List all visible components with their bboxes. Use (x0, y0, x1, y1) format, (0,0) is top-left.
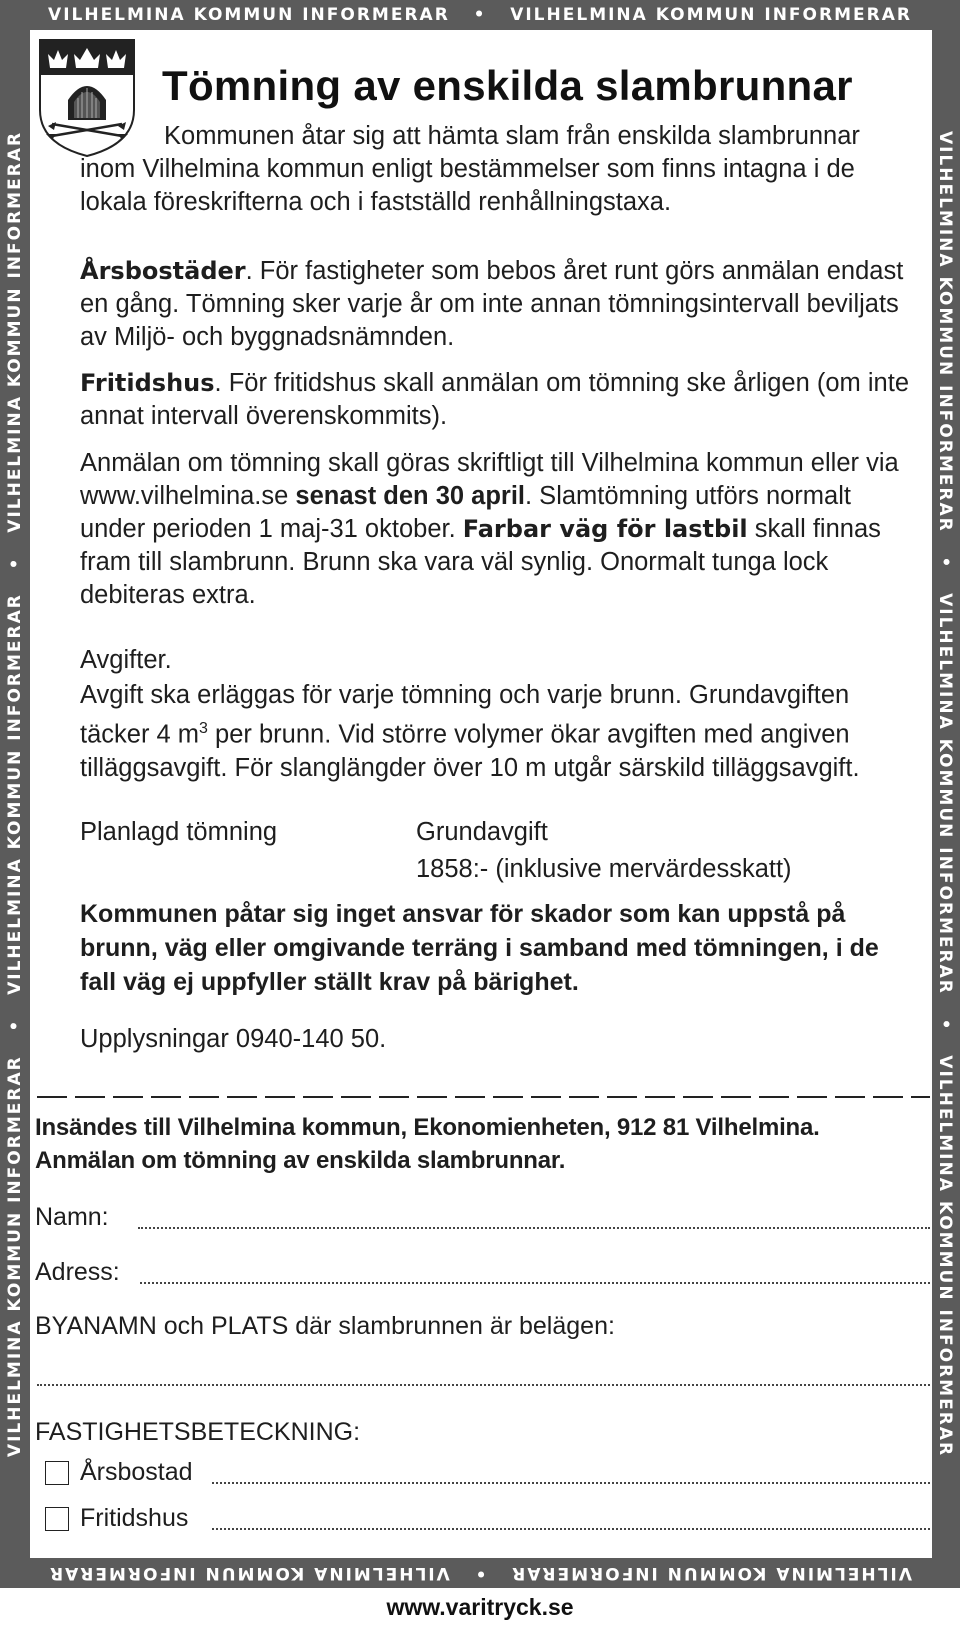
intro-paragraph: Kommunen åtar sig att hämta slam från enskilda slambrunnar inom Vilhelmina kommun enligt bestämmelser som finns intagna i de lokala föreskrifterna och i fastställd renhållningstaxa. (80, 122, 860, 216)
bottom-band (0, 1558, 960, 1588)
band-separator: • (935, 556, 955, 570)
band-text: VILHELMINA KOMMUN INFORMERAR (5, 1055, 25, 1458)
band-separator: • (5, 556, 25, 570)
property-label: FASTIGHETSBETECKNING: (35, 1418, 361, 1446)
name-field[interactable] (138, 1227, 930, 1229)
footer-url[interactable]: www.varitryck.se (386, 1594, 574, 1620)
road-requirement-text: Farbar väg för lastbil (462, 515, 748, 543)
address-label: Adress: (35, 1258, 120, 1286)
left-band (0, 44, 30, 1544)
cut-line (37, 1086, 930, 1090)
fritidshus-field[interactable] (212, 1528, 930, 1530)
top-band (0, 0, 960, 30)
anmalan-text-2: . Slamtömning utförs normalt under perioden 1 maj-31 oktober. (80, 482, 851, 543)
arsbostader-text: . För fastigheter som bebos året runt görs anmälan endast en gång. Tömning sker varje år om inte annan tömningsintervall beviljats av Miljö- och byggnadsnämnden. (80, 257, 904, 351)
contact-info: Upplysningar 0940-140 50. (80, 1025, 387, 1053)
band-text: VILHELMINA KOMMUN INFORMERAR (935, 593, 955, 995)
arsbostader-paragraph (80, 255, 920, 354)
avgifter-text-1: Avgift ska erläggas för varje tömning och varje brunn. Grundavgiften täcker 4 m (80, 681, 850, 749)
name-label: Namn: (35, 1203, 109, 1231)
fritidshus-text: . För fritidshus skall anmälan om tömning ske årligen (om inte annat intervall överenskommits). (80, 369, 909, 430)
arsbostad-label: Årsbostad (80, 1458, 193, 1486)
band-text: VILHELMINA KOMMUN INFORMERAR (5, 593, 25, 995)
cubic-superscript: 3 (199, 720, 208, 737)
arsbostad-field[interactable] (212, 1482, 930, 1484)
address-field[interactable] (140, 1282, 930, 1284)
band-text: VILHELMINA KOMMUN INFORMERAR (48, 1563, 450, 1583)
fritidshus-paragraph (80, 367, 920, 433)
fee-amount: 1858:- (inklusive mervärdesskatt) (416, 855, 792, 883)
fritidshus-heading: Fritidshus (80, 369, 215, 397)
band-text: VILHELMINA KOMMUN INFORMERAR (510, 1563, 912, 1583)
band-text: VILHELMINA KOMMUN INFORMERAR (5, 130, 25, 533)
right-band (930, 44, 960, 1544)
disclaimer-paragraph: Kommunen påtar sig inget ansvar för skador som kan uppstå på brunn, väg eller omgivande terräng i samband med tömningen, i de fall väg ej uppfyller ställt krav på bärighet. (80, 900, 879, 996)
fee-column-heading: Grundavgift (416, 818, 548, 846)
band-separator: • (473, 1563, 487, 1583)
anmalan-text-1: Anmälan om tömning skall göras skriftligt till Vilhelmina kommun eller via www.vilhelmina.se (80, 449, 899, 510)
band-text: VILHELMINA KOMMUN INFORMERAR (935, 1055, 955, 1458)
avgifter-text-2: per brunn. Vid större volymer ökar avgiften med angiven tilläggsavgift. För slanglängder över 10 m utgår särskild tilläggsavgift. (80, 720, 860, 782)
anmalan-text-3: skall finnas fram till slambrunn. Brunn ska vara väl synlig. Onormalt tunga lock debiteras extra. (80, 515, 881, 609)
band-text: VILHELMINA KOMMUN INFORMERAR (935, 130, 955, 533)
band-separator: • (935, 1018, 955, 1032)
band-separator: • (5, 1018, 25, 1032)
band-text: VILHELMINA KOMMUN INFORMERAR (510, 5, 912, 25)
form-title: Anmälan om tömning av enskilda slambrunnar. (35, 1147, 566, 1174)
band-separator: • (473, 5, 487, 25)
fee-label: Planlagd tömning (80, 818, 278, 846)
band-text: VILHELMINA KOMMUN INFORMERAR (48, 5, 450, 25)
place-field[interactable] (37, 1384, 930, 1386)
avgifter-paragraph (80, 679, 920, 785)
place-label: BYANAMN och PLATS där slambrunnen är belägen: (35, 1312, 615, 1340)
anmalan-paragraph (80, 447, 920, 612)
page-title: Tömning av enskilda slambrunnar (162, 62, 853, 109)
fritidshus-label: Fritidshus (80, 1504, 189, 1532)
fritidshus-checkbox[interactable] (45, 1507, 69, 1531)
arsbostader-heading: Årsbostäder (80, 257, 246, 285)
arsbostad-checkbox[interactable] (45, 1461, 69, 1485)
deadline-text: senast den 30 april (295, 482, 526, 510)
avgifter-heading: Avgifter. (80, 646, 172, 674)
form-send-to: Insändes till Vilhelmina kommun, Ekonomienheten, 912 81 Vilhelmina. (35, 1114, 820, 1141)
